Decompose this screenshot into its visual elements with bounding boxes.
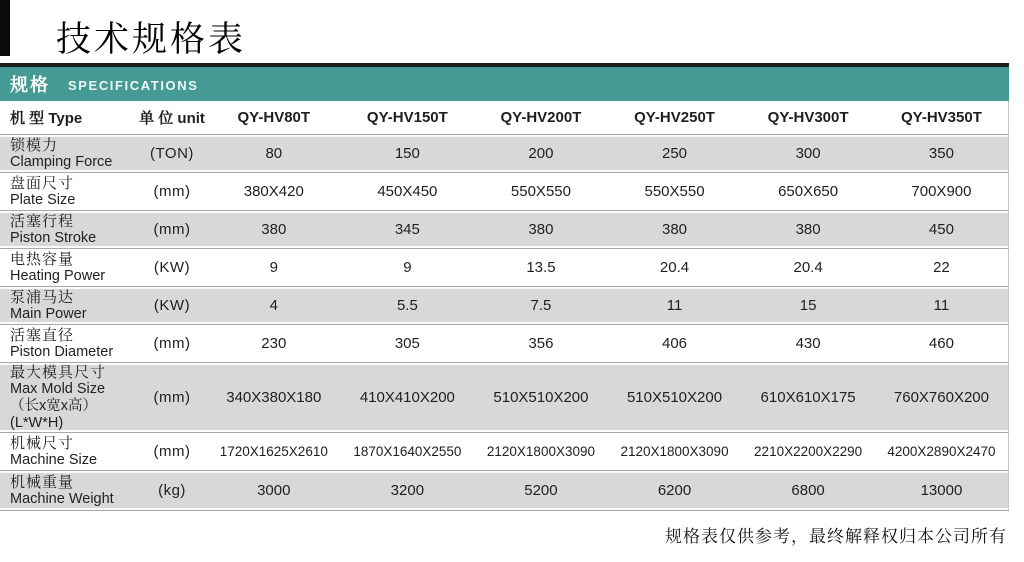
row-label-en: Machine Size <box>10 451 98 468</box>
row-label-en: Piston Diameter <box>10 343 114 360</box>
cell-value: 230 <box>261 335 287 352</box>
cell-value: 80 <box>207 135 341 173</box>
cell-value: 20.4 <box>659 259 690 276</box>
table-row-max-mold-size <box>0 363 1009 433</box>
cell-value: 6800 <box>741 471 875 511</box>
cell-value: 250 <box>608 135 742 173</box>
table-row-heating-power <box>0 249 1009 287</box>
cell-value: 13.5 <box>526 259 556 276</box>
row-label-dims-cn: （长x宽x高） <box>10 397 97 414</box>
cell-unit: (mm) <box>153 335 191 352</box>
cell-value: 300 <box>741 135 875 173</box>
cell-unit: (TON) <box>137 135 207 173</box>
row-label <box>0 211 137 249</box>
table-row-piston-stroke <box>0 211 1009 249</box>
spec-table <box>0 101 1009 511</box>
cell-value: 550X550 <box>644 183 705 200</box>
cell-value: 380 <box>207 211 341 249</box>
cell-value: 460 <box>928 335 954 352</box>
row-label <box>0 471 137 511</box>
row-label-cn: 机械尺寸 <box>10 434 75 452</box>
cell-value: 11 <box>875 287 1009 325</box>
cell-value: 150 <box>341 135 475 173</box>
cell-value: 700X900 <box>911 183 972 200</box>
row-label <box>0 173 137 211</box>
section-title-cn: 规格 <box>10 75 50 95</box>
cell-value: 450 <box>875 211 1009 249</box>
cell-value: 9 <box>403 259 412 276</box>
cell-value: 3000 <box>207 471 341 511</box>
cell-value: 200 <box>474 135 608 173</box>
cell-value: 4200X2890X2470 <box>887 444 996 459</box>
table-row-machine-weight <box>0 471 1009 511</box>
table-row-main-power <box>0 287 1009 325</box>
cell-value: 20.4 <box>793 259 823 276</box>
page-title: 技术规格表 <box>56 20 247 59</box>
cell-value: 340X380X180 <box>207 363 341 433</box>
cell-value: 2210X2200X2290 <box>754 444 863 459</box>
row-label <box>0 325 137 363</box>
cell-value: 650X650 <box>778 183 839 200</box>
cell-value: 22 <box>933 259 950 276</box>
row-label-en: Machine Weight <box>10 490 114 507</box>
row-label-cn: 泵浦马达 <box>10 288 75 306</box>
section-title-en: SPECIFICATIONS <box>68 78 199 93</box>
cell-value: 1720X1625X2610 <box>219 444 328 459</box>
cell-unit: (KW) <box>137 287 207 325</box>
row-label-en: Clamping Force <box>10 153 113 170</box>
cell-value: 5200 <box>474 471 608 511</box>
table-header <box>0 101 1009 135</box>
row-label-en: Piston Stroke <box>10 229 97 246</box>
column-header-model-4: QY-HV250T <box>608 101 742 135</box>
cell-value: 406 <box>662 335 688 352</box>
cell-value: 350 <box>875 135 1009 173</box>
disclaimer-note: 规格表仅供参考，最终解释权归本公司所有 <box>665 527 1007 546</box>
cell-value: 5.5 <box>341 287 475 325</box>
row-label-cn: 盘面尺寸 <box>10 174 75 192</box>
row-label-cn: 电热容量 <box>10 250 75 268</box>
cell-value: 2120X1800X3090 <box>620 444 729 459</box>
row-label <box>0 287 137 325</box>
cell-unit: (kg) <box>137 471 207 511</box>
row-label-cn: 活塞行程 <box>10 212 75 230</box>
section-header-band <box>0 63 1009 101</box>
cell-value: 2120X1800X3090 <box>486 444 595 459</box>
cell-value: 380 <box>741 211 875 249</box>
cell-value: 1870X1640X2550 <box>353 444 462 459</box>
cell-unit: (mm) <box>153 443 191 460</box>
cell-value: 6200 <box>608 471 742 511</box>
cell-value: 610X610X175 <box>741 363 875 433</box>
cell-value: 345 <box>341 211 475 249</box>
cell-value: 410X410X200 <box>341 363 475 433</box>
cell-value: 7.5 <box>474 287 608 325</box>
row-label-en: Heating Power <box>10 267 106 284</box>
table-row-clamping-force <box>0 135 1009 173</box>
row-label <box>0 135 137 173</box>
cell-value: 305 <box>394 335 420 352</box>
cell-unit: (mm) <box>153 183 191 200</box>
row-label-cn: 最大模具尺寸 <box>10 363 107 381</box>
cell-unit: (KW) <box>153 259 191 276</box>
cell-value: 760X760X200 <box>875 363 1009 433</box>
cell-value: 550X550 <box>510 183 571 200</box>
cell-value: 4 <box>207 287 341 325</box>
cell-value: 13000 <box>875 471 1009 511</box>
row-label-cn: 机械重量 <box>10 473 75 491</box>
cell-value: 9 <box>269 259 278 276</box>
column-header-model-5: QY-HV300T <box>741 101 875 135</box>
column-header-model-3: QY-HV200T <box>474 101 608 135</box>
header-row <box>0 101 1009 135</box>
table-row-machine-size <box>0 433 1009 471</box>
cell-value: 450X450 <box>377 183 438 200</box>
title-accent-bar <box>0 0 10 56</box>
table-row-plate-size <box>0 173 1009 211</box>
row-label <box>0 249 137 287</box>
spec-table-container <box>0 101 1009 511</box>
cell-value: 380X420 <box>243 183 304 200</box>
table-row-piston-diameter <box>0 325 1009 363</box>
cell-value: 15 <box>741 287 875 325</box>
row-label-en: Main Power <box>10 305 87 322</box>
column-header-model-1: QY-HV80T <box>207 101 341 135</box>
cell-value: 356 <box>528 335 554 352</box>
column-header-model-2: QY-HV150T <box>341 101 475 135</box>
row-label-dims-en: (L*W*H) <box>10 414 64 431</box>
cell-value: 510X510X200 <box>608 363 742 433</box>
column-header-unit: 单 位 unit <box>137 101 207 135</box>
row-label <box>0 433 137 471</box>
row-label <box>0 363 137 433</box>
cell-value: 3200 <box>341 471 475 511</box>
row-label-cn: 锁模力 <box>10 136 59 154</box>
row-label-en: Plate Size <box>10 191 76 208</box>
row-label-cn: 活塞直径 <box>10 326 75 344</box>
cell-unit: (mm) <box>137 211 207 249</box>
row-label-en: Max Mold Size <box>10 380 106 397</box>
cell-value: 380 <box>474 211 608 249</box>
cell-value: 380 <box>608 211 742 249</box>
column-header-type: 机 型 Type <box>0 101 137 135</box>
cell-value: 510X510X200 <box>474 363 608 433</box>
column-header-model-6: QY-HV350T <box>875 101 1009 135</box>
cell-value: 11 <box>608 287 742 325</box>
cell-value: 430 <box>795 335 821 352</box>
cell-unit: (mm) <box>137 363 207 433</box>
